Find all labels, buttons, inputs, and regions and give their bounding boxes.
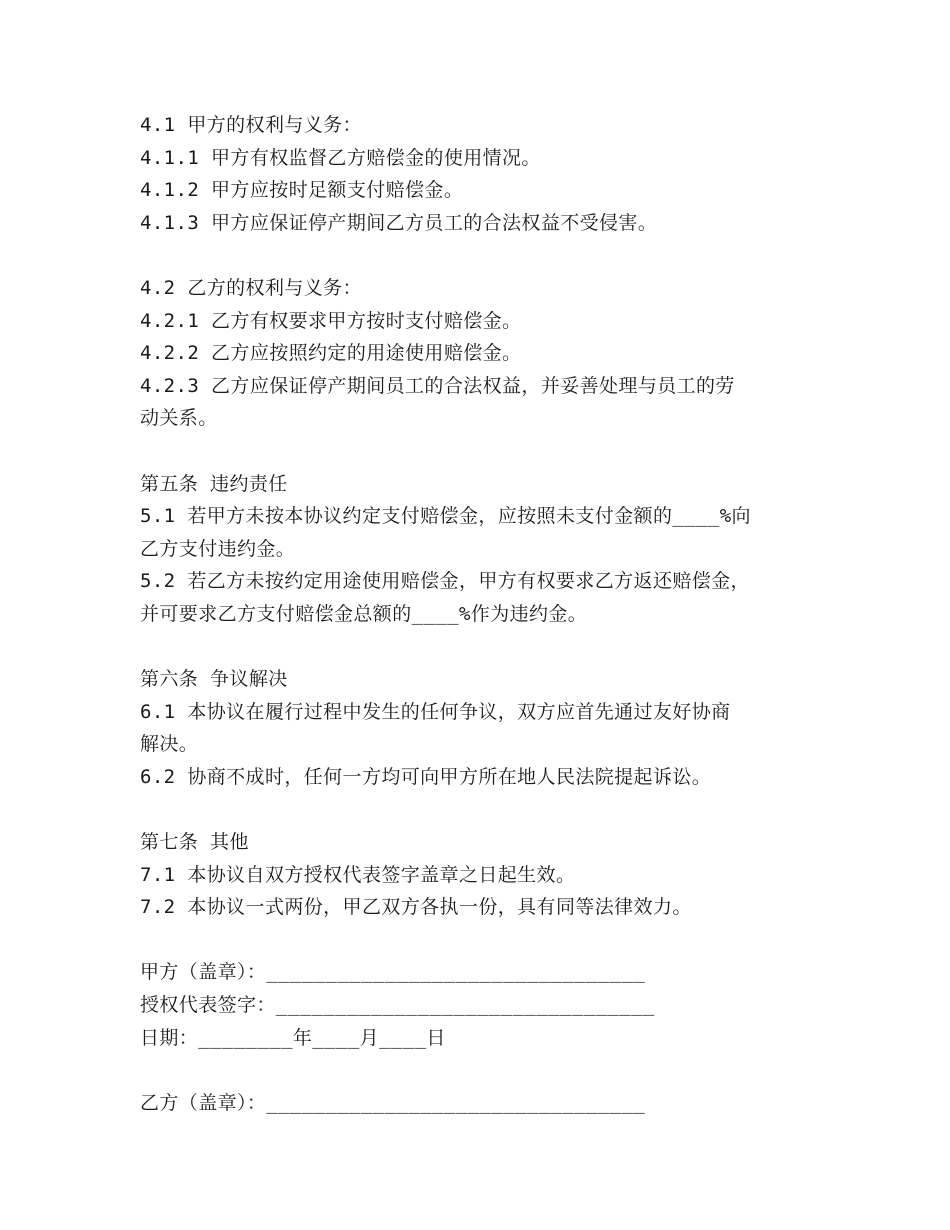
article-7-title: 第七条 其他 — [140, 831, 249, 854]
clause-4-2-3-line2: 动关系。 — [140, 407, 218, 430]
authorized-signature-line: 授权代表签字：________________________________ — [140, 994, 655, 1017]
clause-5-2-line1: 5.2 若乙方未按约定用途使用赔偿金，甲方有权要求乙方返还赔偿金， — [140, 570, 750, 593]
paragraph-gap — [140, 239, 840, 272]
clause-5-1-line2: 乙方支付违约金。 — [140, 537, 296, 560]
paragraph-gap — [140, 924, 840, 957]
article-6-title: 第六条 争议解决 — [140, 668, 288, 691]
paragraph-gap — [140, 793, 840, 826]
section-4-2-heading: 4.2 乙方的权利与义务： — [140, 276, 362, 299]
clause-6-1-line1: 6.1 本协议在履行过程中发生的任何争议，双方应首先通过友好协商 — [140, 700, 731, 723]
clause-4-1-2: 4.1.2 甲方应按时足额支付赔偿金。 — [140, 179, 464, 202]
clause-4-1-1: 4.1.1 甲方有权监督乙方赔偿金的使用情况。 — [140, 146, 541, 169]
clause-7-2: 7.2 本协议一式两份，甲乙双方各执一份，具有同等法律效力。 — [140, 896, 692, 919]
party-a-seal-line: 甲方（盖章）：________________________________ — [140, 961, 646, 984]
paragraph-gap — [140, 435, 840, 468]
clause-4-2-2: 4.2.2 乙方应按照约定的用途使用赔偿金。 — [140, 342, 522, 365]
party-b-seal-line: 乙方（盖章）：________________________________ — [140, 1091, 646, 1114]
clause-4-2-1: 4.2.1 乙方有权要求甲方按时支付赔偿金。 — [140, 309, 522, 332]
paragraph-gap — [140, 631, 840, 664]
clause-4-2-3-line1: 4.2.3 乙方应保证停产期间员工的合法权益，并妥善处理与员工的劳 — [140, 374, 735, 397]
article-5-title: 第五条 违约责任 — [140, 472, 288, 495]
clause-7-1: 7.1 本协议自双方授权代表签字盖章之日起生效。 — [140, 863, 576, 886]
clause-4-1-3: 4.1.3 甲方应保证停产期间乙方员工的合法权益不受侵害。 — [140, 211, 658, 234]
section-4-1-heading: 4.1 甲方的权利与义务： — [140, 114, 362, 136]
clause-5-2-line2: 并可要求乙方支付赔偿金总额的____%作为违约金。 — [140, 602, 588, 625]
date-line: 日期：________年____月____日 — [140, 1026, 446, 1049]
document-body — [140, 109, 840, 1119]
clause-6-1-line2: 解决。 — [140, 733, 199, 756]
clause-5-1-line1: 5.1 若甲方未按本协议约定支付赔偿金，应按照未支付金额的____%向 — [140, 505, 751, 528]
paragraph-gap — [140, 1054, 840, 1087]
clause-6-2: 6.2 协商不成时，任何一方均可向甲方所在地人民法院提起诉讼。 — [140, 765, 712, 788]
